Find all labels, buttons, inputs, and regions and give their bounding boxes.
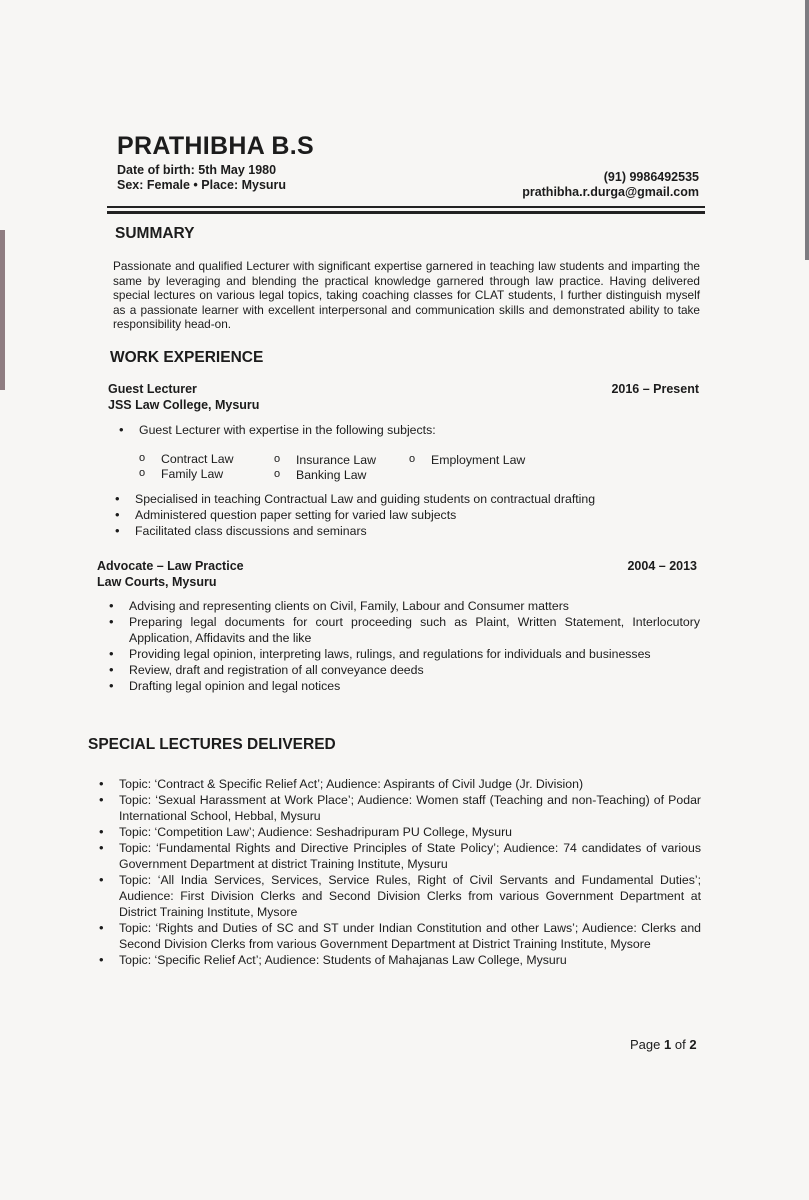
subject-item: o Insurance Law [274,453,376,469]
list-item: • Topic: ‘Sexual Harassment at Work Place’; Audience: Women staff (Teaching and non-Teaching) of Podar International School, Hebbal, Mysuru [96,792,701,824]
job-2-role: Advocate – Law Practice [97,559,244,573]
resume-header [117,132,699,199]
job-1-intro-list [116,422,676,438]
subject-item: o Banking Law [274,468,366,484]
list-item: • Providing legal opinion, interpreting laws, rulings, and regulations for individuals and businesses [106,646,700,662]
job-2-title-block [97,559,244,590]
page-indicator [630,1037,697,1052]
list-item: • Topic: ‘Specific Relief Act’; Audience: Students of Mahajanas Law College, Mysuru [96,952,701,968]
summary-heading: SUMMARY [115,225,195,242]
scan-edge-shadow-left [0,230,5,390]
sex-and-place: Sex: Female • Place: Mysuru [117,178,287,192]
list-item: • Facilitated class discussions and seminars [112,523,712,539]
job-1-role: Guest Lecturer [108,382,197,396]
subject-item: o Family Law [139,467,223,483]
job-2-dates: 2004 – 2013 [627,559,697,573]
page-total: 2 [689,1037,697,1052]
job-1-organization: JSS Law College, Mysuru [108,397,260,412]
job-2-bullets [106,598,700,694]
list-item: • Topic: ‘Fundamental Rights and Directive Principles of State Policy’; Audience: 74 candidates of various Government Department at district Training Institute, Mysuru [96,840,701,872]
header-divider-thick [107,211,705,214]
list-item: • Guest Lecturer with expertise in the following subjects: [116,422,676,438]
scan-edge-shadow-right [805,0,809,260]
list-item: • Drafting legal opinion and legal notices [106,678,700,694]
list-item: • Administered question paper setting for varied law subjects [112,507,712,523]
subject-item: o Employment Law [409,453,525,469]
list-item: • Advising and representing clients on Civil, Family, Labour and Consumer matters [106,598,700,614]
lectures-list [96,776,701,968]
list-item: • Topic: ‘All India Services, Services, Service Rules, Right of Civil Servants and Fundamental Duties’; Audience: First Division Clerks and Second Division Clerks from various Government Department at District Training Institute, Mysore [96,872,701,920]
candidate-name: PRATHIBHA B.S [117,132,314,160]
phone-number: (91) 9986492535 [603,170,699,184]
work-experience-heading: WORK EXPERIENCE [110,349,264,366]
page-of-word: of [674,1037,686,1052]
list-item: • Preparing legal documents for court proceeding such as Plaint, Written Statement, Interlocutory Application, Affidavits and the like [106,614,700,646]
job-1-title-block [108,382,259,413]
job-1-bullets [112,491,712,539]
job-2-organization: Law Courts, Mysuru [97,574,217,589]
header-divider-thin [107,206,705,208]
list-item: • Specialised in teaching Contractual Law and guiding students on contractual drafting [112,491,712,507]
page-word: Page [630,1037,661,1052]
date-of-birth: Date of birth: 5th May 1980 [117,163,277,177]
list-item: • Topic: ‘Competition Law’; Audience: Seshadripuram PU College, Mysuru [96,824,701,840]
list-item: • Topic: ‘Contract & Specific Relief Act’; Audience: Aspirants of Civil Judge (Jr. Division) [96,776,701,792]
page-current: 1 [664,1037,672,1052]
email-address: prathibha.r.durga@gmail.com [522,185,699,199]
summary-text: Passionate and qualified Lecturer with significant expertise garnered in teaching law students and imparting the same by leveraging and blending the practical knowledge garnered through law practice. Having delivered special lectures on various legal topics, taking coaching classes for CLAT students, I further distinguish myself as a passionate learner with excellent interpersonal and communication skills and demonstrated ability to take responsibility head-on. [113,259,700,332]
list-item: • Topic: ‘Rights and Duties of SC and ST under Indian Constitution and other Laws’; Audience: Clerks and Second Division Clerks from various Government Department at District Training Institute, Mysore [96,920,701,952]
job-1-dates: 2016 – Present [611,382,699,396]
list-item: • Review, draft and registration of all conveyance deeds [106,662,700,678]
special-lectures-heading: SPECIAL LECTURES DELIVERED [88,736,336,753]
subject-item: o Contract Law [139,452,233,468]
contact-block [522,170,699,200]
